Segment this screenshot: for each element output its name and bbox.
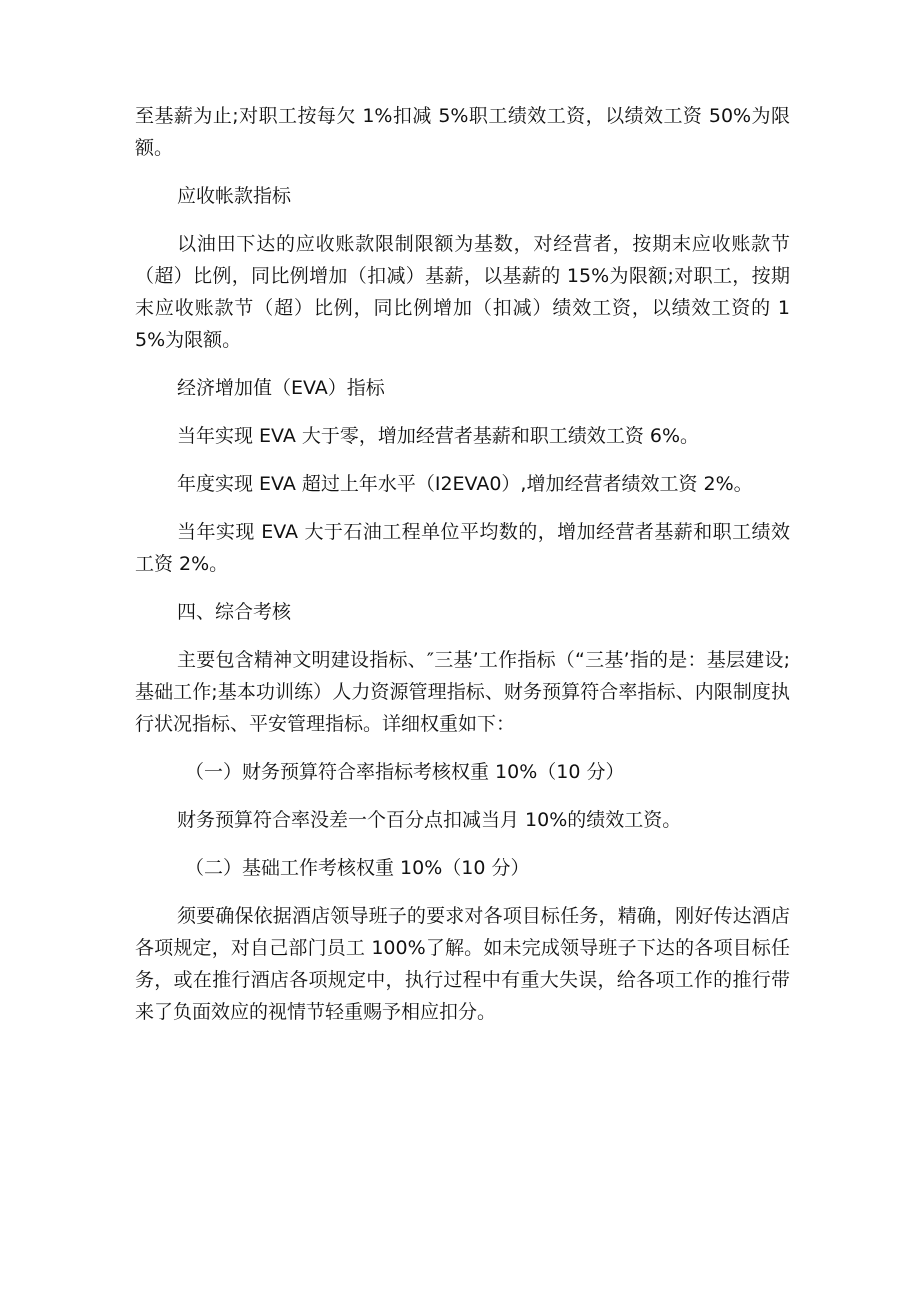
heading-eva: 经济增加值（EVA）指标 [177,377,385,399]
heading-receivables: 应收帐款指标 [177,185,292,207]
paragraph-continuation: 至基薪为止;对职工按每欠 1%扣减 5%职工绩效工资，以绩效工资 50%为限额。 [135,105,790,159]
paragraph-budget: 财务预算符合率没差一个百分点扣减当月 10%的绩效工资。 [177,809,682,831]
heading-budget-weight: （一）财务预算符合率指标考核权重 10%（10 分） [185,761,625,783]
heading-section-four: 四、综合考核 [177,601,292,623]
paragraph-eva-1: 当年实现 EVA 大于零，增加经营者基薪和职工绩效工资 6%。 [177,425,700,447]
paragraph-eva-2: 年度实现 EVA 超过上年水平（I2EVA0）,增加经营者绩效工资 2%。 [177,473,753,495]
paragraph-receivables: 以油田下达的应收账款限制限额为基数，对经营者，按期末应收账款节（超）比例，同比例增加（扣减）基薪，以基薪的 15%为限额;对职工，按期末应收账款节（超）比例，同比例增加（扣减）绩效工资，以绩效工资的 15%为限额。 [135,233,790,351]
heading-basic-work-weight: （二）基础工作考核权重 10%（10 分） [185,857,530,879]
paragraph-basic-work: 须要确保依据酒店领导班子的要求对各项目标任务，精确，刚好传达酒店各项规定，对自己部门员工 100%了解。如未完成领导班子下达的各项目标任务，或在推行酒店各项规定中，执行过程中有重大失误，给各项工作的推行带来了负面效应的视情节轻重赐予相应扣分。 [135,905,790,1023]
paragraph-eva-3: 当年实现 EVA 大于石油工程单位平均数的，增加经营者基薪和职工绩效工资 2%。 [135,521,790,575]
paragraph-overview: 主要包含精神文明建设指标、″三基’工作指标（“三基’指的是：基层建设;基础工作;基本功训练）人力资源管理指标、财务预算符合率指标、内限制度执行状况指标、平安管理指标。详细权重如下： [135,649,790,735]
